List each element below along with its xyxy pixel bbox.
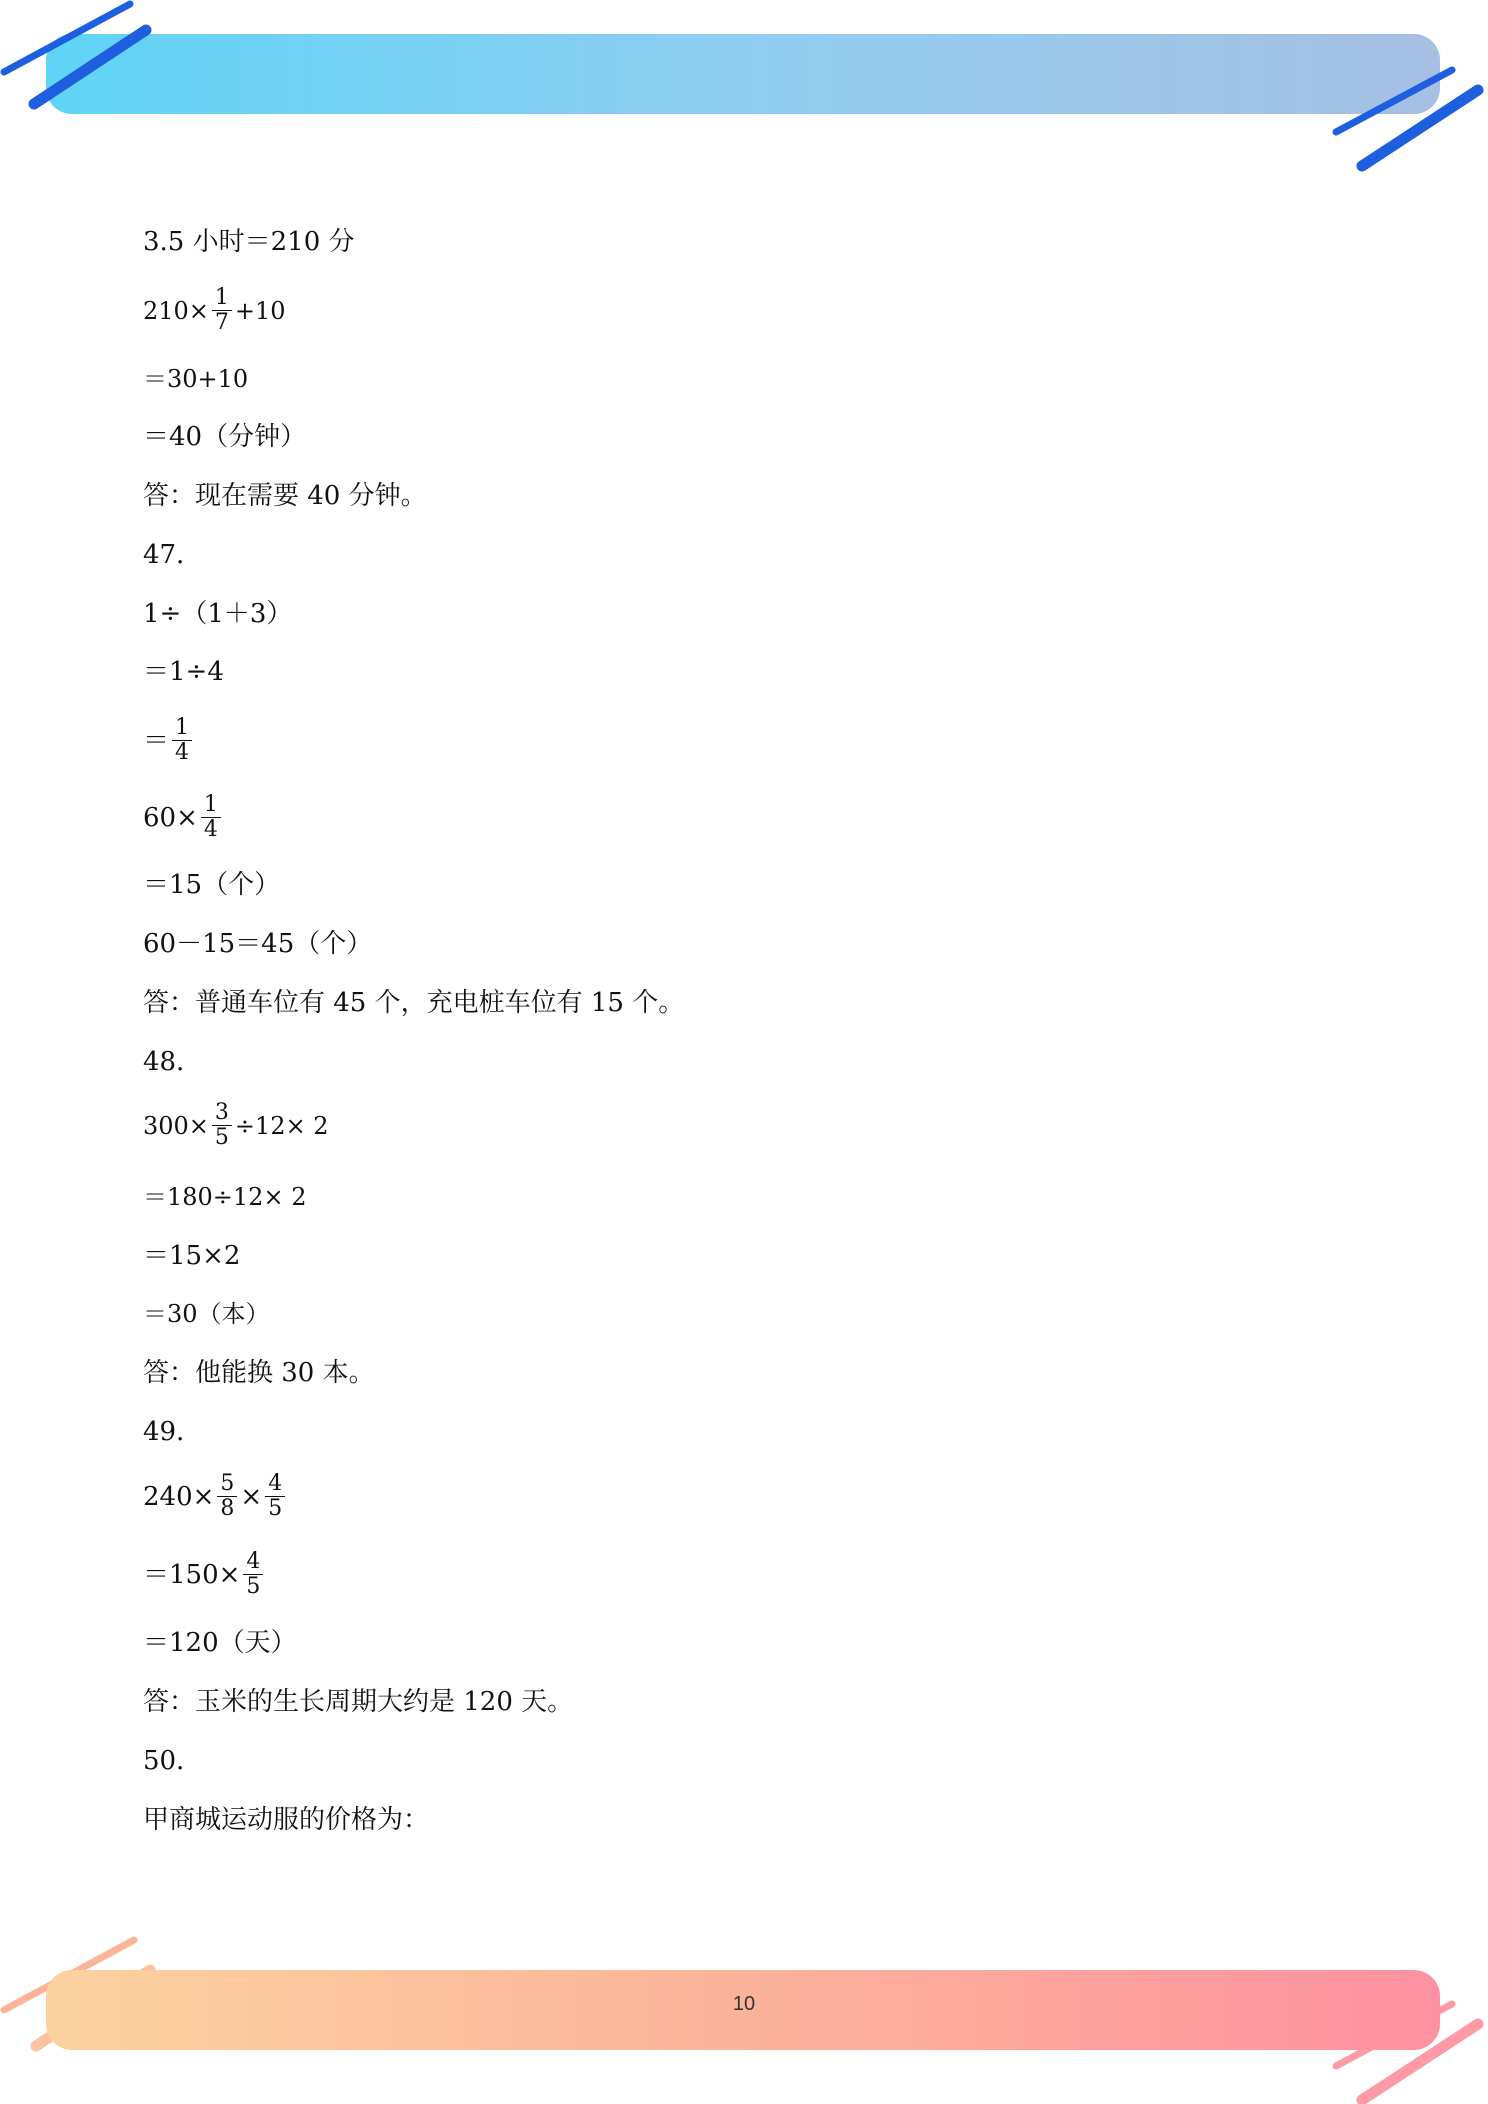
term: × [240, 1481, 263, 1512]
line-text: ＝30（本） [143, 1300, 270, 1328]
equation-line [143, 655, 224, 689]
line-text: 60－15＝45（个） [143, 929, 373, 959]
denominator: 8 [220, 1496, 235, 1521]
term: 240× [143, 1481, 215, 1512]
numerator: 5 [217, 1472, 237, 1497]
equation-line [143, 597, 292, 631]
text-line [143, 1803, 429, 1837]
equation-line [143, 868, 280, 902]
term: 60× [143, 802, 198, 833]
numerator: 1 [201, 793, 221, 818]
line-text: 答：玉米的生长周期大约是 120 天。 [143, 1687, 574, 1717]
fraction [201, 793, 221, 842]
question-number [143, 538, 202, 572]
denominator: 5 [246, 1574, 261, 1599]
equation-line [143, 1180, 306, 1214]
equation-line [143, 793, 224, 842]
line-text: 甲商城运动服的价格为： [143, 1805, 430, 1835]
equation-line [143, 927, 372, 961]
fraction [265, 1472, 285, 1521]
question-number [143, 1415, 202, 1449]
line-text: 49． [143, 1417, 203, 1447]
line-text: ＝15×2 [143, 1241, 241, 1271]
numerator: 1 [212, 286, 232, 311]
line-text: 1÷（1＋3） [143, 599, 293, 629]
numerator: 1 [172, 716, 192, 741]
line-text: 答：现在需要 40 分钟。 [143, 481, 427, 511]
question-number [143, 1744, 202, 1778]
page-number: 10 [732, 1993, 756, 2015]
term: 210× [143, 296, 209, 325]
equation-line [143, 1550, 266, 1599]
answer-line [143, 1356, 375, 1390]
line-text: 48． [143, 1047, 203, 1077]
term: 300× [143, 1111, 209, 1140]
fraction [217, 1472, 237, 1521]
line-text: ＝1÷4 [143, 657, 224, 687]
numerator: 3 [212, 1101, 232, 1126]
line-text: ＝30+10 [143, 365, 249, 393]
question-number [143, 1045, 202, 1079]
line-text: 答：普通车位有 45 个，充电桩车位有 15 个。 [143, 988, 685, 1018]
answer-line [143, 479, 427, 513]
equation-line [143, 1472, 288, 1521]
numerator: 4 [243, 1550, 263, 1575]
denominator: 5 [268, 1496, 283, 1521]
denominator: 4 [175, 740, 190, 765]
line-text: ＝180÷12× 2 [143, 1183, 307, 1211]
equation-line [143, 286, 286, 335]
answer-line [143, 1685, 573, 1719]
text-line [143, 225, 355, 259]
line-text: ＝40（分钟） [143, 422, 307, 452]
denominator: 5 [214, 1125, 229, 1150]
fraction [212, 286, 232, 335]
equation-line [143, 1626, 297, 1660]
equation-line [143, 362, 248, 396]
line-text: 答：他能换 30 本。 [143, 1358, 375, 1388]
line-text: ＝15（个） [143, 870, 281, 900]
term: +10 [234, 296, 286, 325]
line-text: ＝120（天） [143, 1628, 297, 1658]
fraction [243, 1550, 263, 1599]
equation-line [143, 420, 306, 454]
term: ＝150× [143, 1559, 241, 1590]
numerator: 4 [265, 1472, 285, 1497]
denominator: 7 [214, 310, 229, 335]
fraction [172, 716, 192, 765]
denominator: 4 [203, 817, 218, 842]
equation-line [143, 716, 195, 765]
line-text: 50． [143, 1746, 203, 1776]
fraction [212, 1101, 232, 1150]
equation-line [143, 1297, 270, 1331]
line-text: 47． [143, 540, 203, 570]
equation-line [143, 1101, 329, 1150]
term: ÷12× 2 [234, 1111, 329, 1140]
term: ＝ [143, 725, 170, 756]
answer-line [143, 986, 684, 1020]
line-text: 3.5 小时＝210 分 [143, 227, 355, 257]
equation-line [143, 1239, 240, 1273]
